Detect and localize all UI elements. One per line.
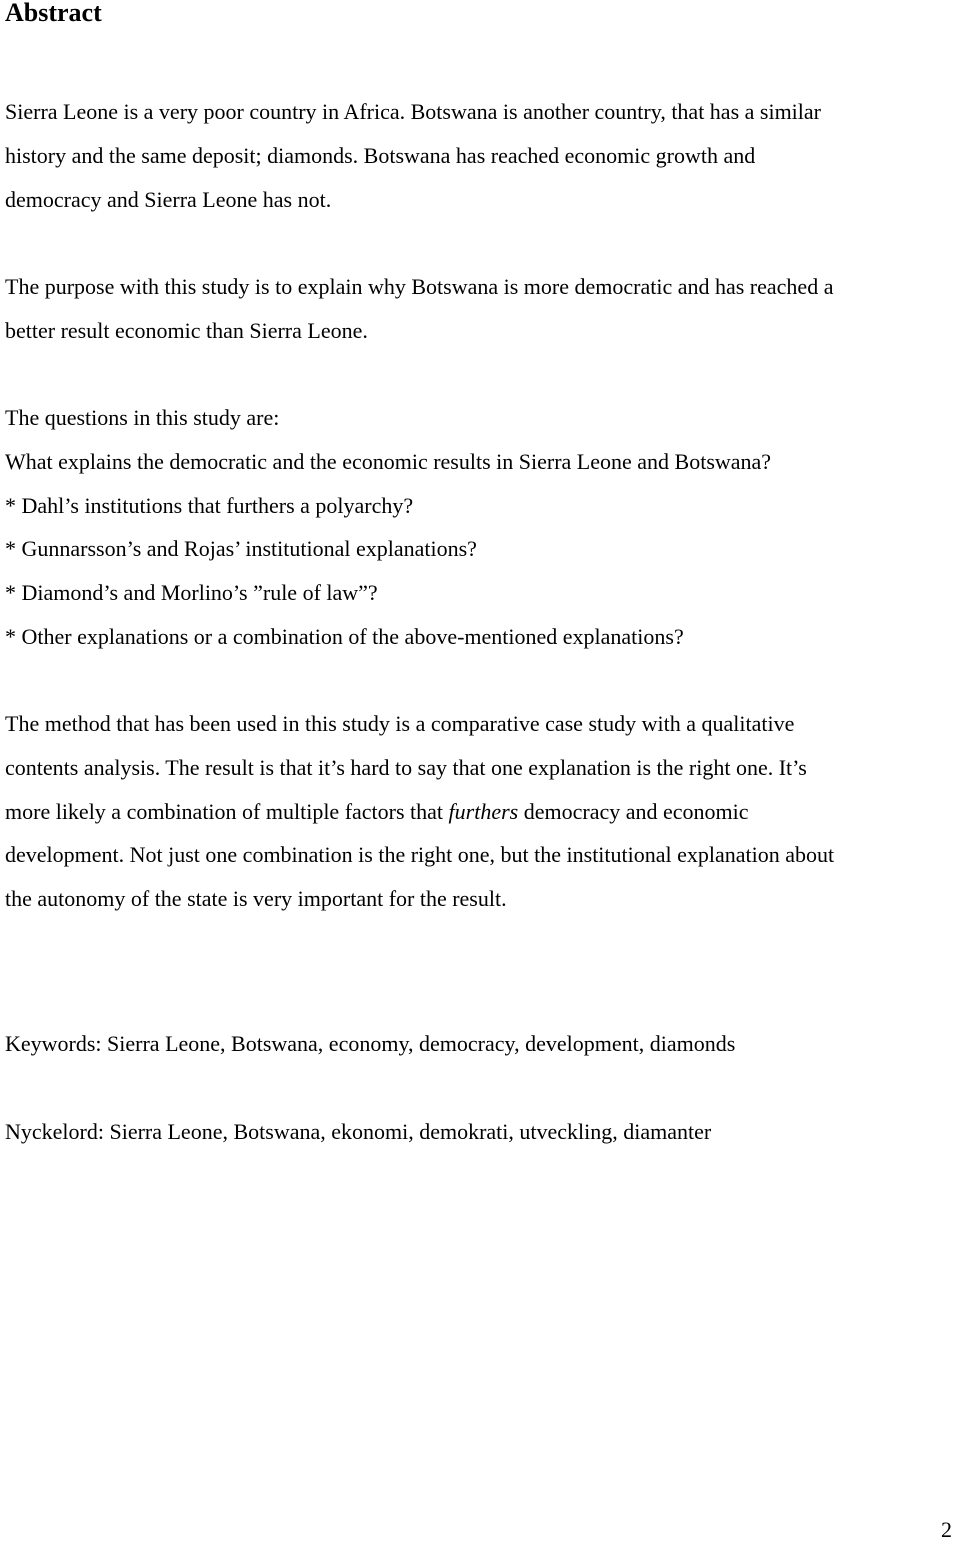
intro-paragraph bbox=[5, 90, 960, 221]
purpose-line: The purpose with this study is to explain why Botswana is more democratic and has reached a bbox=[5, 274, 834, 299]
purpose-line: better result economic than Sierra Leone. bbox=[5, 317, 368, 343]
intro-line: Sierra Leone is a very poor country in Africa. Botswana is another country, that has a similar bbox=[5, 99, 821, 124]
questions-paragraph bbox=[5, 396, 960, 659]
method-text: more likely a combination of multiple factors that bbox=[5, 798, 449, 824]
intro-line: history and the same deposit; diamonds. Botswana has reached economic growth and bbox=[5, 142, 756, 168]
emphasized-word: furthers bbox=[448, 798, 519, 824]
nyckelord-text: Nyckelord: Sierra Leone, Botswana, ekonomi, demokrati, utveckling, diamanter bbox=[5, 1119, 712, 1144]
question-item: * Dahl’s institutions that furthers a polyarchy? bbox=[5, 492, 414, 518]
purpose-paragraph bbox=[5, 265, 960, 353]
intro-line: democracy and Sierra Leone has not. bbox=[5, 186, 332, 212]
keywords-line bbox=[5, 1022, 960, 1066]
abstract-heading: Abstract bbox=[5, 0, 102, 27]
page-number: 2 bbox=[941, 1517, 952, 1542]
method-line: the autonomy of the state is very important for the result. bbox=[5, 886, 507, 912]
questions-main: What explains the democratic and the economic results in Sierra Leone and Botswana? bbox=[5, 448, 772, 474]
method-line: development. Not just one combination is the right one, but the institutional explanation about bbox=[5, 842, 835, 868]
nyckelord-line bbox=[5, 1110, 960, 1154]
questions-lead: The questions in this study are: bbox=[5, 405, 280, 430]
method-text: democracy and economic bbox=[518, 798, 749, 824]
question-item: * Other explanations or a combination of the above-mentioned explanations? bbox=[5, 623, 684, 649]
question-item: * Gunnarsson’s and Rojas’ institutional explanations? bbox=[5, 536, 477, 562]
question-item: * Diamond’s and Morlino’s ”rule of law”? bbox=[5, 580, 378, 606]
method-paragraph bbox=[5, 702, 960, 921]
keywords-text: Keywords: Sierra Leone, Botswana, economy, democracy, development, diamonds bbox=[5, 1031, 736, 1056]
method-line: contents analysis. The result is that it’s hard to say that one explanation is the right one. It’s bbox=[5, 754, 807, 780]
method-line bbox=[5, 790, 960, 834]
method-line: The method that has been used in this study is a comparative case study with a qualitative bbox=[5, 711, 795, 736]
